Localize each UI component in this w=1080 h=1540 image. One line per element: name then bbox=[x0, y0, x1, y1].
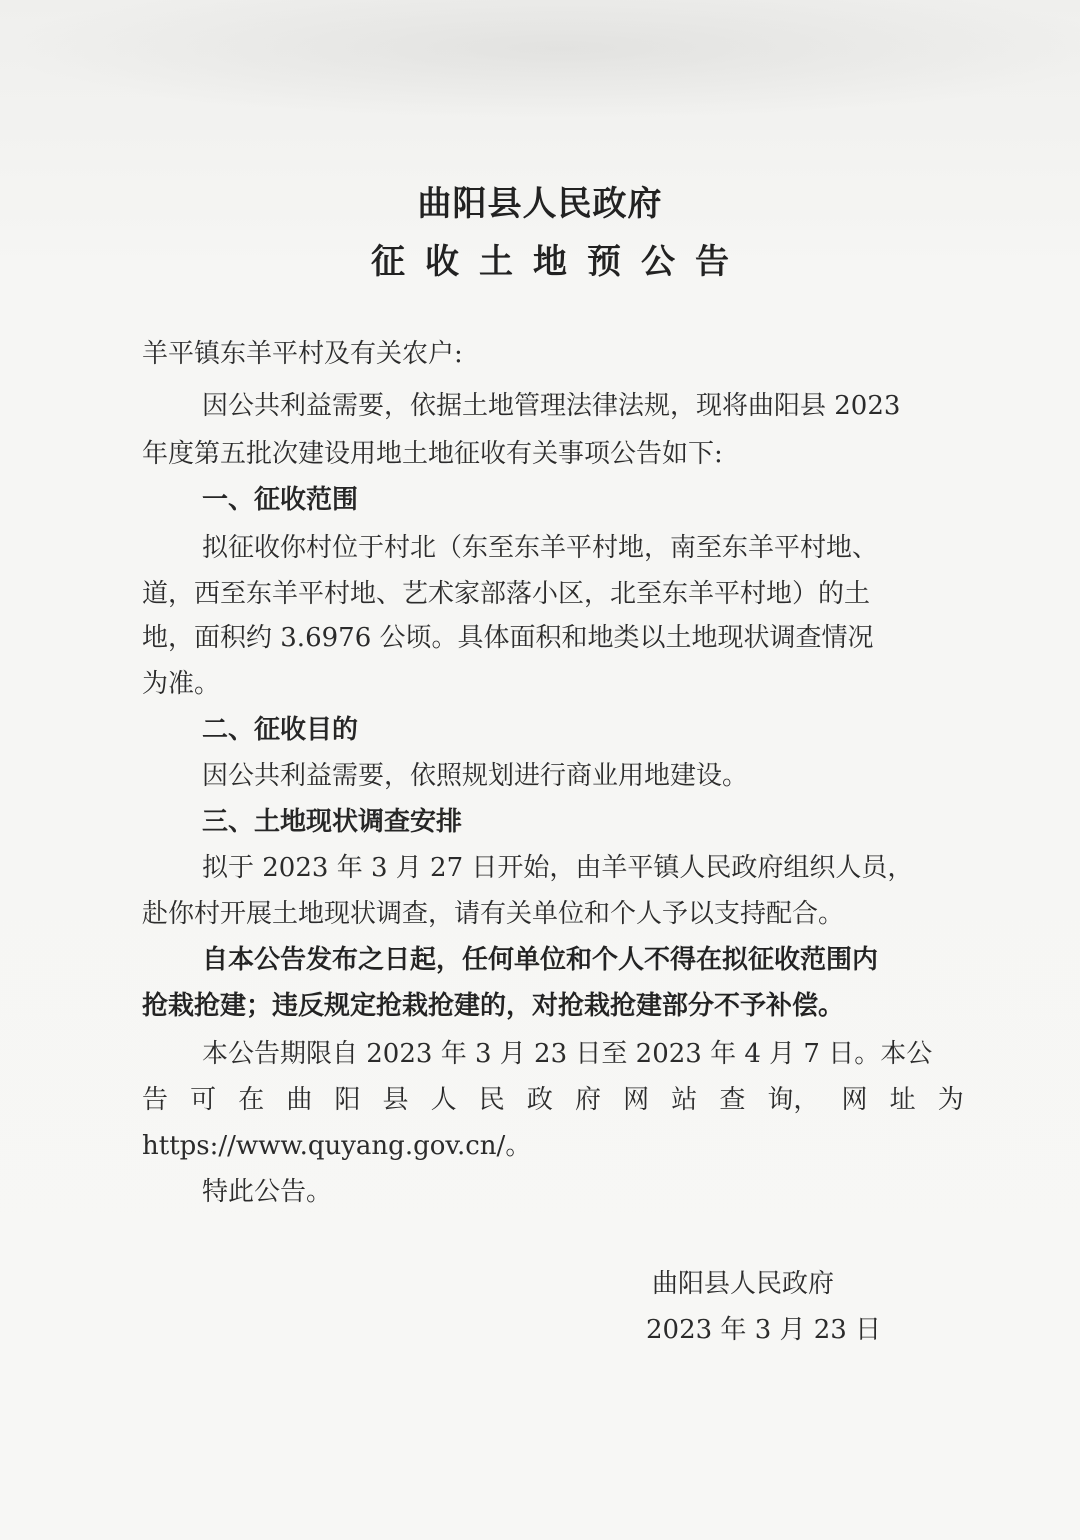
section1-line-2: 道，西至东羊平村地、艺术家部落小区，北至东羊平村地）的土 bbox=[142, 579, 871, 609]
period-char: 可 bbox=[190, 1085, 217, 1115]
document-title-issuer: 曲阳县人民政府 bbox=[417, 184, 663, 224]
period-line-2 bbox=[142, 1080, 964, 1120]
period-char: 查 bbox=[719, 1085, 746, 1115]
period-char: 网 bbox=[841, 1085, 868, 1115]
section3-line-1: 拟于 2023 年 3 月 27 日开始，由羊平镇人民政府组织人员， bbox=[202, 853, 914, 883]
period-char: 民 bbox=[478, 1085, 505, 1115]
section2-line-1: 因公共利益需要，依照规划进行商业用地建设。 bbox=[202, 761, 749, 791]
signature-organization: 曲阳县人民政府 bbox=[652, 1269, 835, 1299]
period-char: 网 bbox=[623, 1085, 650, 1115]
period-char: 告 bbox=[142, 1085, 169, 1115]
period-char: 站 bbox=[671, 1085, 698, 1115]
section1-heading: 一、征收范围 bbox=[202, 485, 359, 515]
period-char: 为 bbox=[937, 1085, 964, 1115]
period-char: 址 bbox=[889, 1085, 916, 1115]
document-title-subject: 征收土地预公告 bbox=[371, 242, 749, 282]
section1-line-3: 地，面积约 3.6976 公顷。具体面积和地类以土地现状调查情况 bbox=[142, 623, 874, 653]
period-char: 府 bbox=[574, 1085, 601, 1115]
period-char: 县 bbox=[382, 1085, 409, 1115]
period-line-1: 本公告期限自 2023 年 3 月 23 日至 2023 年 4 月 7 日。本公 bbox=[202, 1039, 933, 1069]
warning-line-2: 抢栽抢建；违反规定抢栽抢建的，对抢栽抢建部分不予补偿。 bbox=[142, 991, 845, 1021]
section3-heading: 三、土地现状调查安排 bbox=[202, 807, 463, 837]
section3-line-2: 赴你村开展土地现状调查，请有关单位和个人予以支持配合。 bbox=[142, 899, 845, 929]
signature-date: 2023 年 3 月 23 日 bbox=[646, 1315, 882, 1345]
section2-heading: 二、征收目的 bbox=[202, 715, 359, 745]
warning-line-1: 自本公告发布之日起，任何单位和个人不得在拟征收范围内 bbox=[202, 945, 879, 975]
period-char: 人 bbox=[430, 1085, 457, 1115]
intro-line-1: 因公共利益需要，依据土地管理法律法规，现将曲阳县 2023 bbox=[202, 391, 901, 421]
closing-remark: 特此公告。 bbox=[202, 1177, 333, 1207]
intro-line-2: 年度第五批次建设用地土地征收有关事项公告如下: bbox=[142, 439, 723, 469]
section1-line-4: 为准。 bbox=[142, 669, 221, 699]
salutation: 羊平镇东羊平村及有关农户: bbox=[142, 339, 463, 369]
period-char: 询， bbox=[767, 1085, 820, 1115]
period-char: 阳 bbox=[334, 1085, 361, 1115]
section1-line-1: 拟征收你村位于村北（东至东羊平村地，南至东羊平村地、 bbox=[202, 533, 879, 563]
paper-bleed-through bbox=[0, 0, 1080, 120]
period-char: 在 bbox=[238, 1085, 265, 1115]
period-char: 曲 bbox=[286, 1085, 313, 1115]
period-char: 政 bbox=[526, 1085, 553, 1115]
website-url: https://www.quyang.gov.cn/。 bbox=[142, 1131, 532, 1161]
